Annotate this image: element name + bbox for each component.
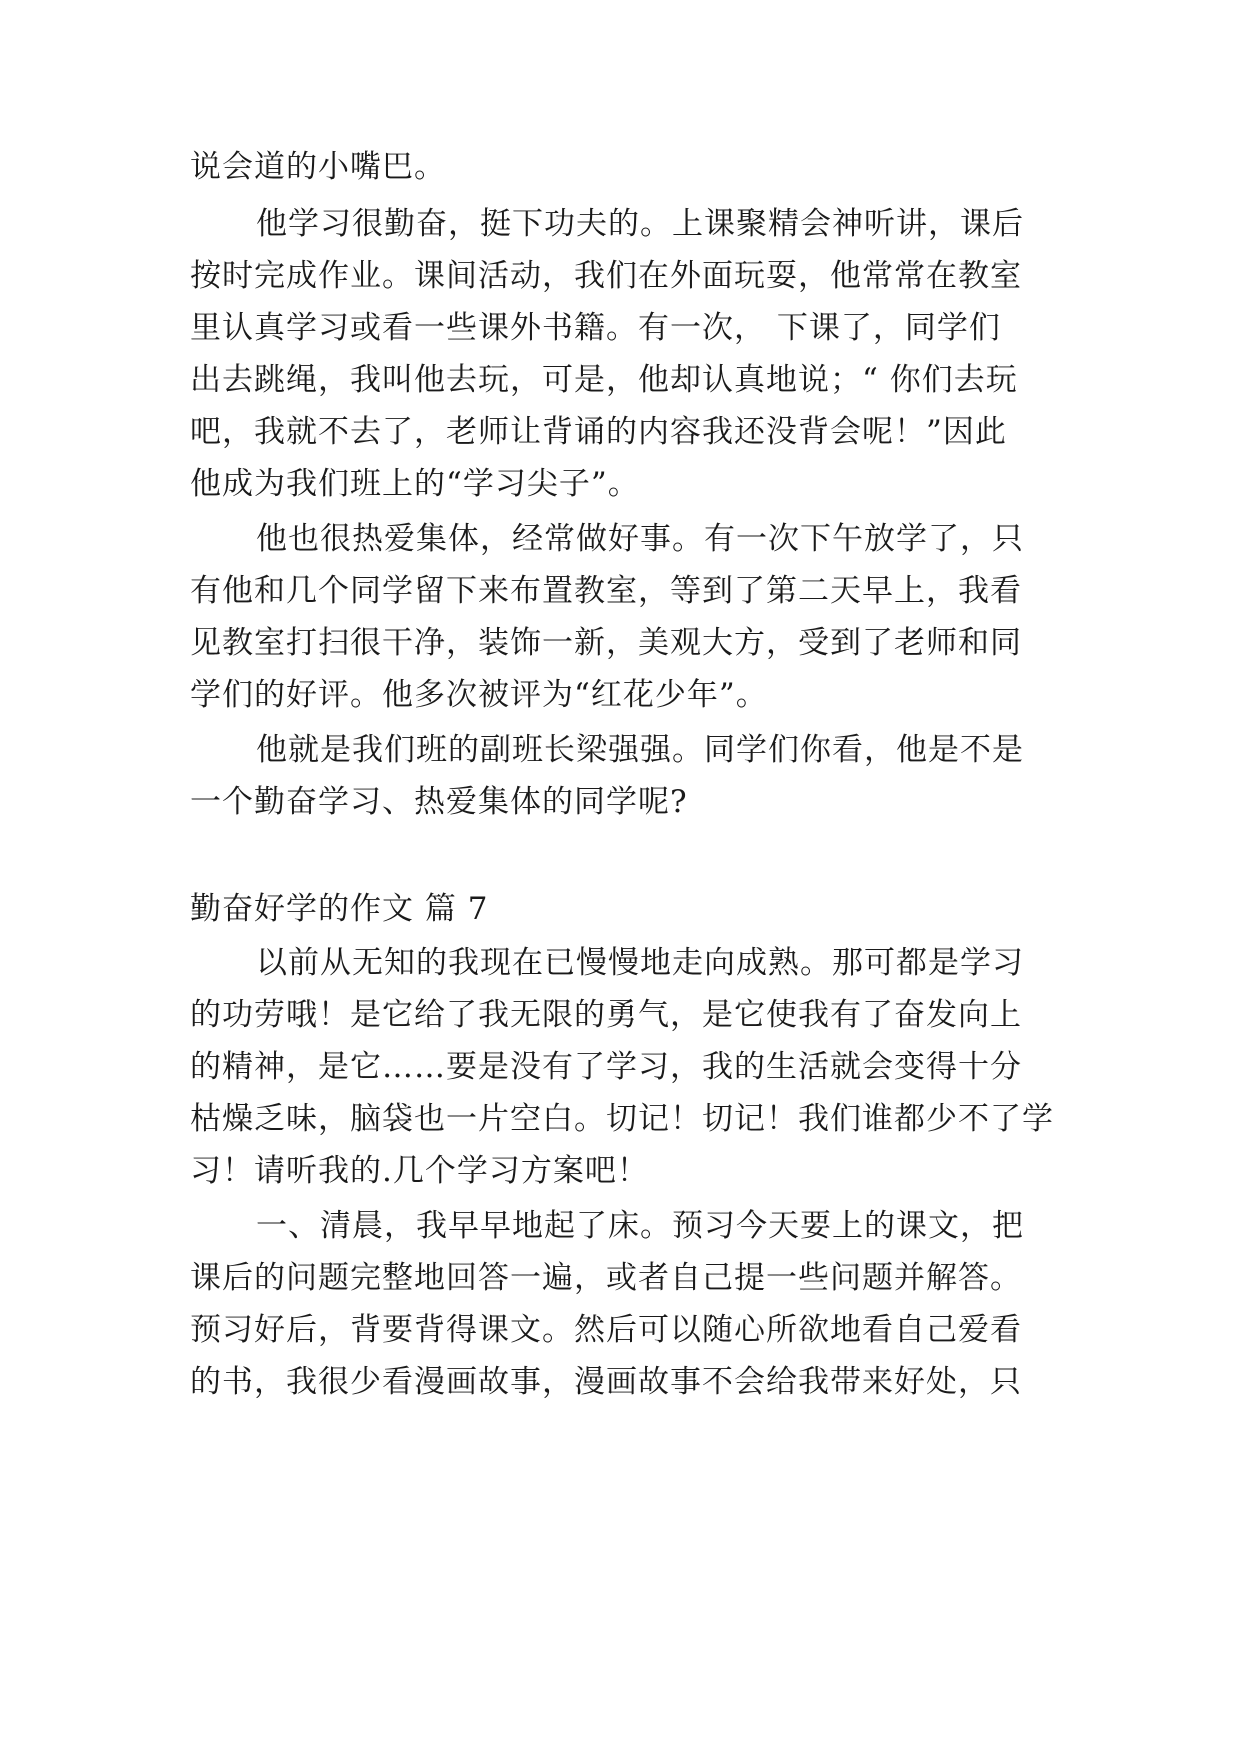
- text-line: 他成为我们班上的“学习尖子”。: [190, 466, 640, 502]
- text-line: 习！请听我的.几个学习方案吧！: [190, 1153, 649, 1189]
- text-line: 吧，我就不去了，老师让背诵的内容我还没背会呢！”因此: [190, 414, 1007, 450]
- text-line: 预习好后，背要背得课文。然后可以随心所欲地看自己爱看: [190, 1312, 1022, 1348]
- text-line: 的精神，是它……要是没有了学习，我的生活就会变得十分: [190, 1049, 1022, 1085]
- text-line: 枯燥乏味，脑袋也一片空白。切记！切记！我们谁都少不了学: [190, 1101, 1054, 1137]
- text-line: 里认真学习或看一些课外书籍。有一次， 下课了，同学们: [190, 310, 1001, 346]
- text-line: 出去跳绳，我叫他去玩，可是，他却认真地说；“ 你们去玩: [190, 362, 1018, 398]
- paragraph-first-line: 一、清晨，我早早地起了床。预习今天要上的课文，把: [256, 1208, 1024, 1244]
- text-line: 的功劳哦！是它给了我无限的勇气，是它使我有了奋发向上: [190, 997, 1022, 1033]
- paragraph-first-line: 他就是我们班的副班长梁强强。同学们你看，他是不是: [256, 732, 1024, 768]
- text-line: 说会道的小嘴巴。: [190, 149, 446, 185]
- section-heading: 勤奋好学的作文 篇 7: [190, 891, 489, 927]
- text-line: 按时完成作业。课间活动，我们在外面玩耍，他常常在教室: [190, 258, 1022, 294]
- paragraph-first-line: 以前从无知的我现在已慢慢地走向成熟。那可都是学习: [256, 945, 1024, 981]
- text-line: 有他和几个同学留下来布置教室，等到了第二天早上，我看: [190, 573, 1022, 609]
- text-line: 学们的好评。他多次被评为“红花少年”。: [190, 677, 768, 713]
- text-line: 一个勤奋学习、热爱集体的同学呢?: [190, 784, 688, 820]
- paragraph-first-line: 他学习很勤奋，挺下功夫的。上课聚精会神听讲，课后: [256, 206, 1024, 242]
- text-line: 见教室打扫很干净，装饰一新，美观大方，受到了老师和同: [190, 625, 1022, 661]
- text-line: 的书，我很少看漫画故事，漫画故事不会给我带来好处，只: [190, 1364, 1022, 1400]
- paragraph-first-line: 他也很热爱集体，经常做好事。有一次下午放学了，只: [256, 521, 1024, 557]
- text-line: 课后的问题完整地回答一遍，或者自己提一些问题并解答。: [190, 1260, 1022, 1296]
